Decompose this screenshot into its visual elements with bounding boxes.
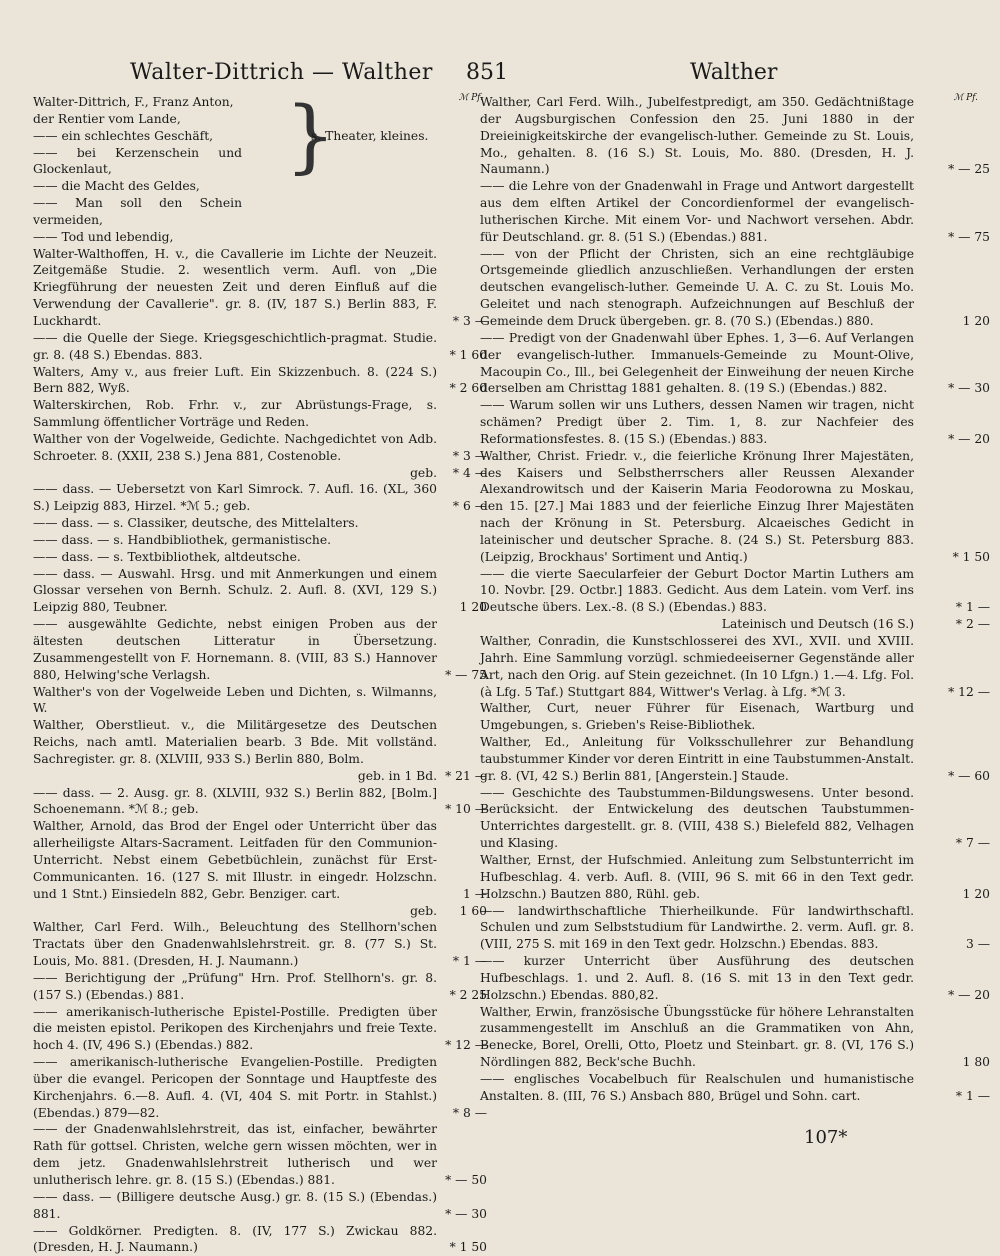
entry-text: Walther, Erwin, französische Übungsstücke für höhere Lehranstalten zusammengestellt im Anschluß an die Grammatiken von Ahn, Benecke, Borel, Orelli, Otto, Ploetz und Steinbart. gr. 8. (VI, 176 S.) Nördlingen 882, Beck'sche Buchh. [480,1004,914,1070]
price: * 3 — [452,313,487,328]
price: * — 20 [948,431,990,446]
price: * 2 60 [449,381,487,396]
list-item [480,1071,990,1105]
list-item [480,700,950,734]
price: * — 30 [948,381,990,396]
page-header [0,60,1000,96]
price: 1 20 [962,886,990,901]
price: * 3 — [452,448,487,463]
price: * — 25 [948,162,990,177]
price: * — 20 [948,987,990,1002]
entry-text: —— Predigt von der Gnadenwahl über Ephes. 1, 3—6. Auf Verlangen der evangelisch-luther. Immanuels-Gemeinde zu Mount-Olive, Macoupin Co., Ill., bei Gelegenheit der Einweihung der neuen Kirche derselben am Christtag 1881 gehalten. 8. (19 S.) (Ebendas.) 882. [480,330,914,396]
brace-cross-reference: s. Theater, kleines. [311,129,429,143]
price: * — 75 [445,667,487,682]
list-item: Walter-Dittrich, F., Franz Anton, [33,95,234,109]
right-column [480,93,990,1105]
list-item [33,616,487,683]
list-item [480,852,990,903]
price: * — 30 [445,1206,487,1221]
list-item [33,515,473,532]
entry-text: Walther's von der Vogelweide Leben und Dichten, s. Wilmanns, W. [33,684,437,716]
price: 1 20 [459,600,487,615]
entry-text: geb. [410,903,437,918]
price: * 1 — [452,954,487,969]
list-item: —— die Macht des Geldes, [33,179,200,194]
currency-header-right: ℳ Pf. [953,93,978,103]
entry-text: Walther von der Vogelweide, Gedichte. Nachgedichtet von Adb. Schroeter. 8. (XXII, 238 S.) Jena 881, Costenoble. [33,431,437,463]
list-item [33,785,487,819]
entry-text: Walther, Oberstlieut. v., die Militärgesetze des Deutschen Reichs, nach amtl. Materialien bearb. 3 Bde. Mit vollständ. Sachregister. gr. 8. (XLVIII, 933 S.) Berlin 880, Bolm. [33,718,437,766]
price: 1 20 [962,313,990,328]
price: * 6 — [452,499,487,514]
entry-text: Walther, Carl Ferd. Wilh., Beleuchtung des Stellhorn'schen Tractats über den Gnadenwahlslehrstreit. gr. 8. (77 S.) St. Louis, Mo. 881. (Dresden, H. J. Naumann.) [33,920,437,969]
signature-mark: 107* [804,1127,848,1148]
price: * 12 — [948,684,990,699]
list-item [480,178,990,245]
list-item [480,246,990,330]
list-item [33,397,473,431]
price: * 7 — [955,836,990,851]
left-column [33,89,487,1256]
price: 1 80 [962,1055,990,1070]
list-item: —— bei Kerzenschein und Glockenlaut, [33,145,242,177]
list-item [33,532,473,549]
entry-text: —— der Gnadenwahlslehrstreit, das ist, einfacher, bewährter Rath für gottsel. Christen, welche gern wissen möchten, wer in dem jetz. Gnadenwahlslehrstreit lutherisch und wer unlutherisch lehre. gr. 8. (15 S.) (Ebendas.) 881. [33,1122,437,1187]
entry-text: —— dass. — 2. Ausg. gr. 8. (XLVIII, 932 S.) Berlin 882, [Bolm.] Schoenemann. *ℳ 8.; geb. [33,785,437,817]
price: * 1 50 [952,549,990,564]
brace-group [33,89,473,246]
price: * 1 — [955,1088,990,1103]
price: * 12 — [445,1038,487,1053]
price: * — 75 [948,229,990,244]
entry-text: —— Warum sollen wir uns Luthers, dessen Namen wir tragen, nicht schämen? Predigt über 2. Tim. 1, 8. zur Nachfeier des Reformationsfestes. 8. (15 S.) (Ebendas.) 883. [480,398,914,446]
list-item [33,1223,487,1256]
list-item [33,481,487,515]
entry-text: geb. in 1 Bd. [357,768,437,783]
entry-text: —— dass. — (Billigere deutsche Ausg.) gr. 8. (15 S.) (Ebendas.) 881. [33,1189,437,1221]
price: * 1 50 [449,1240,487,1255]
list-item: —— ein schlechtes Geschäft, [33,128,214,143]
list-item [33,1189,487,1223]
list-item [480,448,990,566]
list-item [33,465,487,482]
price: * 4 — [452,465,487,480]
list-item [480,1004,990,1071]
list-item [33,549,473,566]
price: * — 60 [948,768,990,783]
list-item [33,768,487,785]
entry-text: —— Geschichte des Taubstummen-Bildungswesens. Unter besond. Berücksicht. der Entwickelung des deutschen Taubstummen-Unterrichtes dargestellt. gr. 8. (VIII, 438 S.) Bielefeld 882, Velhagen und Klasing. [480,785,914,851]
entry-text: Walther, Christ. Friedr. v., die feierliche Krönung Ihrer Majestäten, des Kaisers und Selbstherrschers aller Reussen Alexander Alexandrowitsch und der Kaiserin Maria Feodorowna zu Moskau, den 15. [27.] Mai 1883 und der feierliche Einzug Ihrer Majestäten nach der Krönung in St. Petersburg. Alcaeisches Gedicht in lateinischer und deutscher Sprache. 8. (24 S.) St. Petersburg 883. (Leipzig, Brockhaus' Sortiment und Antiq.) [480,448,914,564]
entry-text: Lateinisch und Deutsch (16 S.) [721,617,914,632]
list-item [33,1004,487,1055]
list-item: —— Man soll den Schein vermeiden, [33,196,242,227]
price: * 2 25 [449,987,487,1002]
list-item: —— Tod und lebendig, [33,229,174,244]
entry-text: Walters, Amy v., aus freier Luft. Ein Skizzenbuch. 8. (224 S.) Bern 882, Wyß. [33,364,437,396]
list-item [33,364,487,398]
entry-text: —— amerikanisch-lutherische Evangelien-Postille. Predigten über die evangel. Pericopen der Sonntage und Hauptfeste des Kirchenjahrs. 6.—8. Aufl. 4. (VI, 404 S. mit Portr. in Stahlst.) (Ebendas.) 879—82. [33,1055,437,1120]
running-head-right: Walther [690,60,778,85]
list-item: der Rentier vom Lande, [33,111,181,126]
list-item [33,970,487,1004]
list-item [480,785,990,852]
list-item [33,1121,487,1188]
list-item [33,684,473,718]
page-number: 851 [466,60,508,85]
list-item [480,734,990,785]
list-item [480,330,990,397]
entry-text: —— dass. — s. Classiker, deutsche, des Mittelalters. [33,516,359,531]
list-item [33,919,487,970]
entry-text: Walther, Conradin, die Kunstschlosserei des XVI., XVII. und XVIII. Jahrh. Eine Sammlung vorzügl. schmiedeeiserner Gegenstände aller Art, nach den Orig. auf Stein gezeichnet. (In 10 Lfgn.) 1.—4. Lfg. Fol. (à Lfg. 5 Taf.) Stuttgart 884, Wittwer's Verlag. à Lfg. *ℳ 3. [480,634,914,699]
entry-text: —— englisches Vocabelbuch für Realschulen und humanistische Anstalten. 8. (III, 76 S.) Ansbach 880, Brügel und Sohn. cart. [480,1071,914,1103]
list-item [33,566,487,617]
curly-brace-icon: } [285,89,336,182]
entry-text: —— von der Pflicht der Christen, sich an eine rechtgläubige Ortsgemeinde gliedlich anzuschließen. Verhandlungen der ersten deutschen evangelisch-luther. Gemeinde U. A. C. zu St. Louis Mo. Geleitet und nach stenograph. Aufzeichnungen auf Beschluß der Gemeinde dem Druck übergeben. gr. 8. (70 S.) (Ebendas.) 880. [480,246,914,328]
list-item [33,903,487,920]
entry-text: —— dass. — s. Handbibliothek, germanistische. [33,532,332,547]
entry-text: —— dass. — Uebersetzt von Karl Simrock. 7. Aufl. 16. (XL, 360 S.) Leipzig 883, Hirzel. *ℳ 5.; geb. [33,482,437,514]
entry-text: —— ausgewählte Gedichte, nebst einigen Proben aus der ältesten deutschen Litteratur in Übersetzung. Zusammengestellt von F. Hornemann. 8. (VIII, 83 S.) Hannover 880, Helwing'sche Verlagsh. [33,617,437,682]
list-item [480,566,990,617]
price: * 8 — [452,1105,487,1120]
price: 1 — [462,886,487,901]
list-item [480,616,990,633]
list-item [33,717,473,768]
entry-text: —— die Lehre von der Gnadenwahl in Frage und Antwort dargestellt aus dem elften Artikel der Concordienformel der evangelisch-lutherischen Kirche. Mit einem Vor- und Nachwort versehen. Abdr. für Deutschland. gr. 8. (51 S.) (Ebendas.) 881. [480,179,914,244]
entry-text: Walter-Walthoffen, H. v., die Cavallerie im Lichte der Neuzeit. Zeitgemäße Studie. 2. wesentlich verm. Aufl. von „Die Kriegführung der neuesten Zeit und deren Einfluß auf die Verwendung der Cavallerie". gr. 8. (IV, 187 S.) Berlin 883, F. Luckhardt. [33,246,437,328]
entry-text: —— dass. — s. Textbibliothek, altdeutsche. [33,549,301,564]
entry-text: geb. [410,465,437,480]
entry-text: Walther, Arnold, das Brod der Engel oder Unterricht über das allerheiligste Altars-Sacrament. Leitfaden für den Communion-Unterricht. Nebst einem Gebetbüchlein, zunächst für Erst-Communicanten. 16. (127 S. mit Illustr. in eingedr. Holzschn. und 1 Stnt.) Einsiedeln 882, Gebr. Benziger. cart. [33,819,437,901]
price: * 2 — [955,617,990,632]
list-item [33,431,487,465]
price: * 1 60 [449,347,487,362]
list-item [33,330,487,364]
list-item [480,953,990,1004]
currency-header-left: ℳ Pf. [458,93,483,103]
list-item [480,397,990,448]
entry-text: Walther, Ed., Anleitung für Volksschullehrer zur Behandlung taubstummer Kinder vor deren Eintritt in eine Taubstummen-Anstalt. gr. 8. (VI, 42 S.) Berlin 881, [Angerstein.] Staude. [480,735,914,783]
entry-text: —— die vierte Saecularfeier der Geburt Doctor Martin Luthers am 10. Novbr. [29. Octbr.] 1883. Gedicht. Aus dem Latein. vom Verf. ins Deutsche übers. Lex.-8. (8 S.) (Ebendas.) 883. [480,566,914,615]
price: * — 50 [445,1173,487,1187]
entry-text: —— Goldkörner. Predigten. 8. (IV, 177 S.) Zwickau 882. (Dresden, H. J. Naumann.) [33,1223,437,1255]
entry-text: —— dass. — Auswahl. Hrsg. und mit Anmerkungen und einem Glossar versehen von Bernh. Schulz. 2. Aufl. 8. (XVI, 129 S.) Leipzig 880, Teubner. [33,566,437,615]
price: 3 — [965,937,990,952]
list-item [33,818,487,902]
entry-text: Walterskirchen, Rob. Frhr. v., zur Abrüstungs-Frage, s. Sammlung öffentlicher Vorträge und Reden. [33,398,437,430]
entry-text: —— kurzer Unterricht über Ausführung des deutschen Hufbeschlags. 1. und 2. Aufl. 8. (16 S. mit 13 in den Text gedr. Holzschn.) Ebendas. 880,82. [480,954,914,1002]
list-item [480,903,990,954]
entry-text: —— landwirthschaftliche Thierheilkunde. Für landwirthschaftl. Schulen und zum Selbststudium für Landwirthe. 2. verm. Aufl. gr. 8. (VIII, 275 S. mit 169 in den Text gedr. Holzschn.) Ebendas. 883. [480,903,914,952]
list-item [33,246,487,330]
price: * 21 — [445,768,487,783]
price: * 1 — [955,600,990,615]
price: * 10 — [445,802,487,817]
price: 1 60 [459,903,487,918]
running-head-left: Walter-Dittrich — Walther [130,60,433,85]
entry-text: Walther, Ernst, der Hufschmied. Anleitung zum Selbstunterricht im Hufbeschlag. 4. verb. Aufl. 8. (VIII, 96 S. mit 66 in den Text gedr. Holzschn.) Bautzen 880, Rühl. geb. [480,852,914,901]
entry-text: Walther, Curt, neuer Führer für Eisenach, Wartburg und Umgebungen, s. Grieben's Reise-Bibliothek. [480,701,914,733]
list-item [480,633,990,700]
entry-text: —— amerikanisch-lutherische Epistel-Postille. Predigten über die meisten epistol. Perikopen des Kirchenjahrs und freie Texte. hoch 4. (IV, 496 S.) (Ebendas.) 882. [33,1004,437,1053]
entry-text: —— die Quelle der Siege. Kriegsgeschichtlich-pragmat. Studie. gr. 8. (48 S.) Ebendas. 883. [33,330,437,362]
entry-text: —— Berichtigung der „Prüfung" Hrn. Prof. Stellhorn's. gr. 8. (157 S.) (Ebendas.) 881. [33,970,437,1002]
entry-text: Walther, Carl Ferd. Wilh., Jubelfestpredigt, am 350. Gedächtnißtage der Augsburgischen Confession den 25. Juni 1880 in der Dreieinigkeitskirche der evangelisch-luther. Gemeinde zu St. Louis, Mo., gehalten. 8. (16 S.) St. Louis, Mo. 880. (Dresden, H. J. Naumann.) [480,95,914,177]
list-item [33,1054,487,1121]
